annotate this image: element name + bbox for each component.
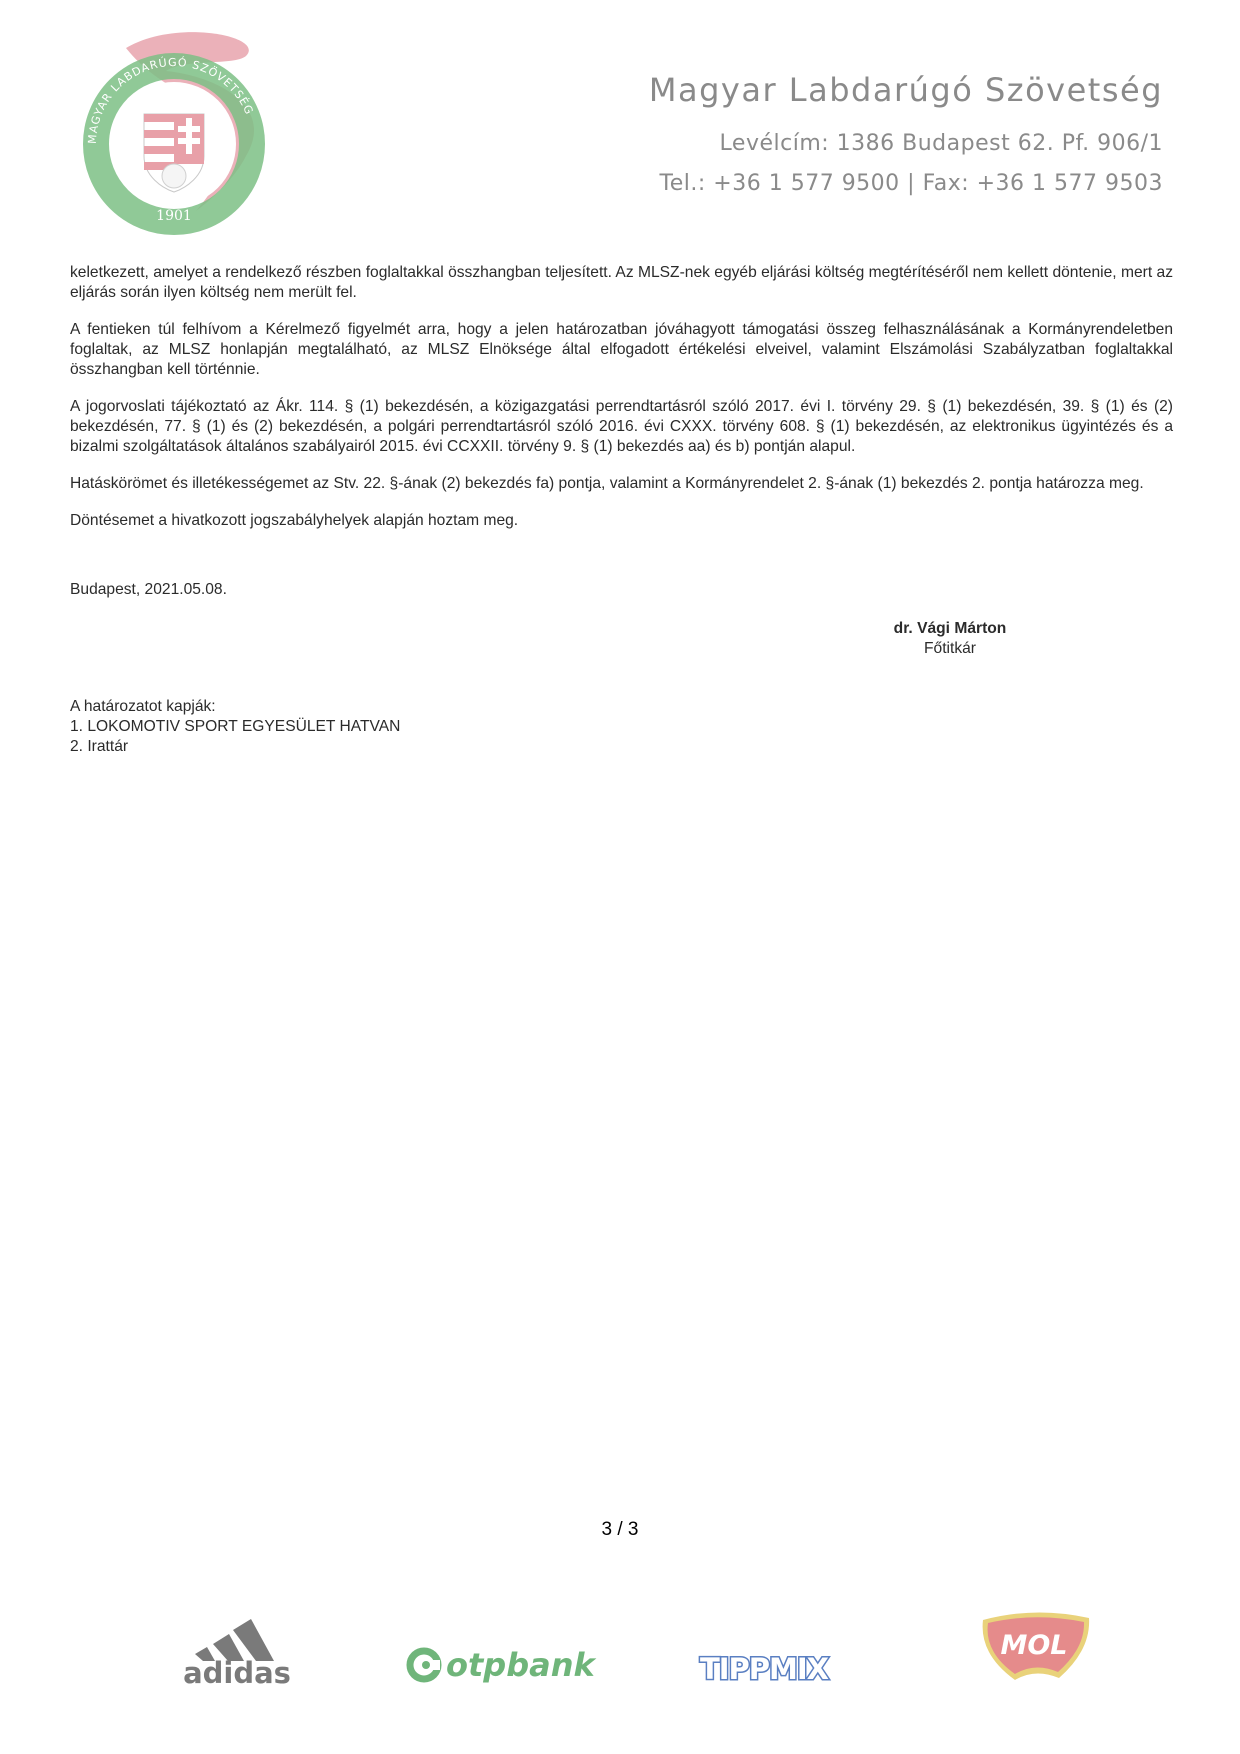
page-number: 3 / 3 bbox=[601, 1519, 639, 1540]
org-address: Levélcím: 1386 Budapest 62. Pf. 906/1 bbox=[719, 131, 1163, 156]
document-date: Budapest, 2021.05.08. bbox=[70, 581, 227, 598]
org-phone-fax: Tel.: +36 1 577 9500 | Fax: +36 1 577 9503 bbox=[659, 171, 1163, 196]
document-body bbox=[70, 263, 1173, 548]
tippmix-logo bbox=[676, 1650, 852, 1684]
mlsz-logo bbox=[66, 26, 286, 236]
signature-block bbox=[850, 619, 1050, 659]
tippmix-wordmark: TIPPMIX bbox=[699, 1652, 829, 1684]
list-item: 2. Irattár bbox=[70, 738, 129, 755]
otpbank-logo bbox=[404, 1640, 604, 1686]
signatory-title: Főtitkár bbox=[924, 640, 976, 657]
adidas-wordmark: adidas bbox=[183, 1656, 291, 1685]
paragraph: A jogorvoslati tájékoztató az Ákr. 114. § (1) bekezdésén, a közigazgatási perrendtartásról szóló 2017. évi I. törvény 29. § (1) bekezdésén, 39. § (1) és (2) bekezdésén, 77. § (1) és (2) bekezdésén, a polgári perrendtartásról szóló 2016. évi CXXX. törvény 608. § (1) bekezdésén, az elektronikus ügyintézés és a bizalmi szolgáltatások általános szabályairól 2015. évi CCXXII. törvény 9. § (1) bekezdés aa) és b) pontján alapul. bbox=[70, 398, 1173, 455]
recipients-heading: A határozatot kapják: bbox=[70, 698, 216, 715]
paragraph: A fentieken túl felhívom a Kérelmező figyelmét arra, hogy a jelen határozatban jóváhagyott támogatási összeg felhasználásának a Kormányrendeletben foglaltak, az MLSZ honlapján megtalálható, az MLSZ Elnöksége által elfogadott értékelési elveivel, valamint Elszámolási Szabályzatban foglaltakkal összhangban kell történnie. bbox=[70, 321, 1173, 378]
paragraph: keletkezett, amelyet a rendelkező részben foglaltakkal összhangban teljesített. Az MLSZ-nek egyéb eljárási költség megtérítéséről nem kellett döntenie, mert az eljárás során ilyen költség nem merült fel. bbox=[70, 264, 1173, 301]
list-item: 1. LOKOMOTIV SPORT EGYESÜLET HATVAN bbox=[70, 718, 401, 735]
org-name: Magyar Labdarúgó Szövetség bbox=[648, 71, 1163, 109]
signatory-name: dr. Vági Márton bbox=[893, 620, 1007, 637]
paragraph: Döntésemet a hivatkozott jogszabályhelyek alapján hoztam meg. bbox=[70, 512, 519, 529]
logo-ring-text: MAGYAR LABDARÚGÓ SZÖVETSÉG bbox=[85, 55, 256, 145]
logo-year: 1901 bbox=[156, 208, 192, 224]
adidas-logo bbox=[177, 1610, 297, 1685]
letterhead bbox=[649, 70, 1163, 198]
mol-logo bbox=[975, 1610, 1097, 1685]
otpbank-wordmark: otpbank bbox=[446, 1646, 595, 1684]
paragraph: Hatáskörömet és illetékességemet az Stv. 22. §-ának (2) bekezdés fa) pontja, valamint a Kormányrendelet 2. §-ának (1) bekezdés 2. pontja határozza meg. bbox=[70, 475, 1144, 492]
mol-wordmark: MOL bbox=[1000, 1630, 1068, 1661]
recipients-list bbox=[70, 697, 400, 757]
